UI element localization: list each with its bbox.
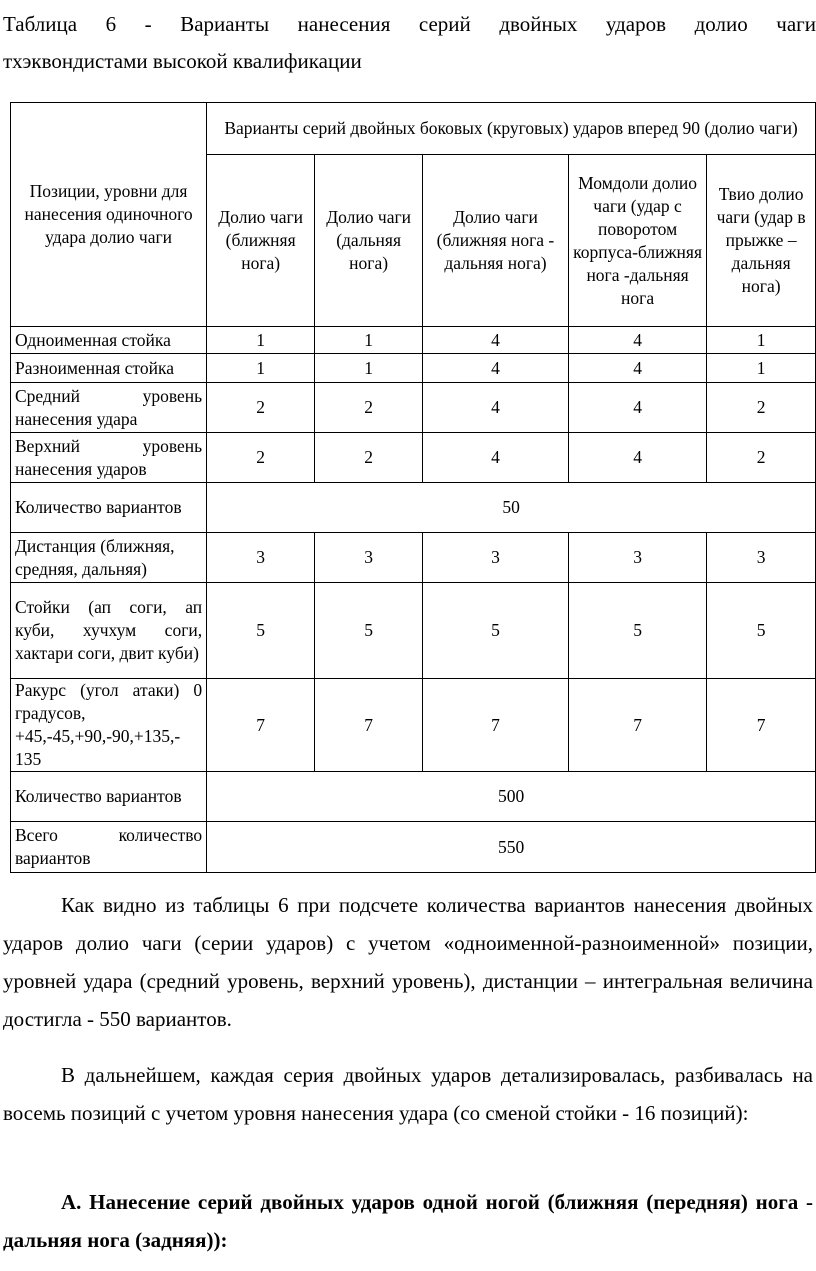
table-row [11, 383, 816, 433]
table-row-total [11, 483, 816, 533]
table-row [11, 583, 816, 679]
table-cell: 3 [315, 533, 423, 583]
table-cell: 7 [423, 679, 569, 772]
table-cell: 4 [423, 383, 569, 433]
table-header-row-1 [11, 103, 816, 155]
row-label: Средний уровень нанесения удара [11, 383, 207, 433]
column-header: Долио чаги (дальняя нога) [315, 155, 423, 327]
table-cell: 5 [707, 583, 816, 679]
table-cell: 4 [568, 327, 706, 354]
table-cell: 4 [423, 433, 569, 483]
table-cell: 1 [207, 327, 315, 354]
paragraph-1: Как видно из таблицы 6 при подсчете количества вариантов нанесения двойных ударов долио чаги (серии ударов) с учетом «одноименной-разноименной» позиции, уровней удара (средний уровень, верхний уровень), дистанции – интегральная величина достигла - 550 вариантов. [3, 893, 813, 1031]
table-cell: 1 [707, 327, 816, 354]
row-label: Верхний уровень нанесения ударов [11, 433, 207, 483]
table-cell: 5 [315, 583, 423, 679]
caption-line-1: Таблица 6 - Варианты нанесения серий двойных ударов долио чаги [3, 12, 816, 36]
group-header-text: Варианты серий двойных боковых (круговых) ударов вперед 90 (долио чаги) [224, 118, 798, 138]
table-cell: 7 [315, 679, 423, 772]
table-row [11, 533, 816, 583]
column-header: Долио чаги (ближняя нога) [207, 155, 315, 327]
table-cell: 4 [568, 383, 706, 433]
row-label: Количество вариантов [11, 483, 207, 533]
table-cell: 1 [315, 354, 423, 383]
merged-total-cell: 500 [207, 772, 816, 822]
table-row [11, 327, 816, 354]
row-label: Количество вариантов [11, 772, 207, 822]
column-header: Твио долио чаги (удар в прыжке –дальняя нога) [707, 155, 816, 327]
table-cell: 7 [568, 679, 706, 772]
table-cell: 5 [423, 583, 569, 679]
table-cell: 4 [423, 354, 569, 383]
group-header-cell [207, 103, 816, 155]
table-row [11, 354, 816, 383]
table-cell: 3 [568, 533, 706, 583]
table-row-total [11, 772, 816, 822]
table-cell: 3 [707, 533, 816, 583]
table-cell: 7 [207, 679, 315, 772]
row-label: Одноименная стойка [11, 327, 207, 354]
table-cell: 1 [707, 354, 816, 383]
table-cell: 2 [707, 433, 816, 483]
table-cell: 4 [423, 327, 569, 354]
row-label: Стойки (ап соги, ап куби, хучхум соги, хактари соги, двит куби) [11, 583, 207, 679]
table-cell: 2 [207, 433, 315, 483]
table-cell: 3 [423, 533, 569, 583]
caption-line-2: тхэквондистами высокой квалификации [3, 49, 362, 73]
table-row [11, 679, 816, 772]
table-row [11, 433, 816, 483]
table-caption [3, 6, 816, 80]
table-cell: 1 [207, 354, 315, 383]
table-cell: 7 [707, 679, 816, 772]
paragraph-3-heading: А. Нанесение серий двойных ударов одной ногой (ближняя (передняя) нога - дальняя нога (задняя)): [3, 1190, 813, 1252]
paragraph-2: В дальнейшем, каждая серия двойных ударов детализировалась, разбивалась на восемь позиций с учетом уровня нанесения удара (со сменой стойки - 16 позиций): [3, 1063, 813, 1125]
merged-total-cell: 50 [207, 483, 816, 533]
table-cell: 4 [568, 433, 706, 483]
merged-total-cell: 550 [207, 822, 816, 873]
column-header: Момдоли долио чаги (удар с поворотом корпуса-ближняя нога -дальняя нога [568, 155, 706, 327]
row-label: Разноименная стойка [11, 354, 207, 383]
table-cell: 2 [207, 383, 315, 433]
row-label: Всего количество вариантов [11, 822, 207, 873]
table-cell: 5 [207, 583, 315, 679]
row-label: Ракурс (угол атаки) 0 градусов, +45,-45,+90,-90,+135,- 135 [11, 679, 207, 772]
table-cell: 2 [707, 383, 816, 433]
table-row-total [11, 822, 816, 873]
table-cell: 4 [568, 354, 706, 383]
table-cell: 2 [315, 433, 423, 483]
table-cell: 2 [315, 383, 423, 433]
table-cell: 1 [315, 327, 423, 354]
row-label: Дистанция (ближняя, средняя, дальняя) [11, 533, 207, 583]
table-cell: 3 [207, 533, 315, 583]
table-cell: 5 [568, 583, 706, 679]
column-header: Долио чаги (ближняя нога - дальняя нога) [423, 155, 569, 327]
row-header-cell: Позиции, уровни для нанесения одиночного удара долио чаги [11, 103, 207, 327]
variants-table [10, 102, 816, 873]
